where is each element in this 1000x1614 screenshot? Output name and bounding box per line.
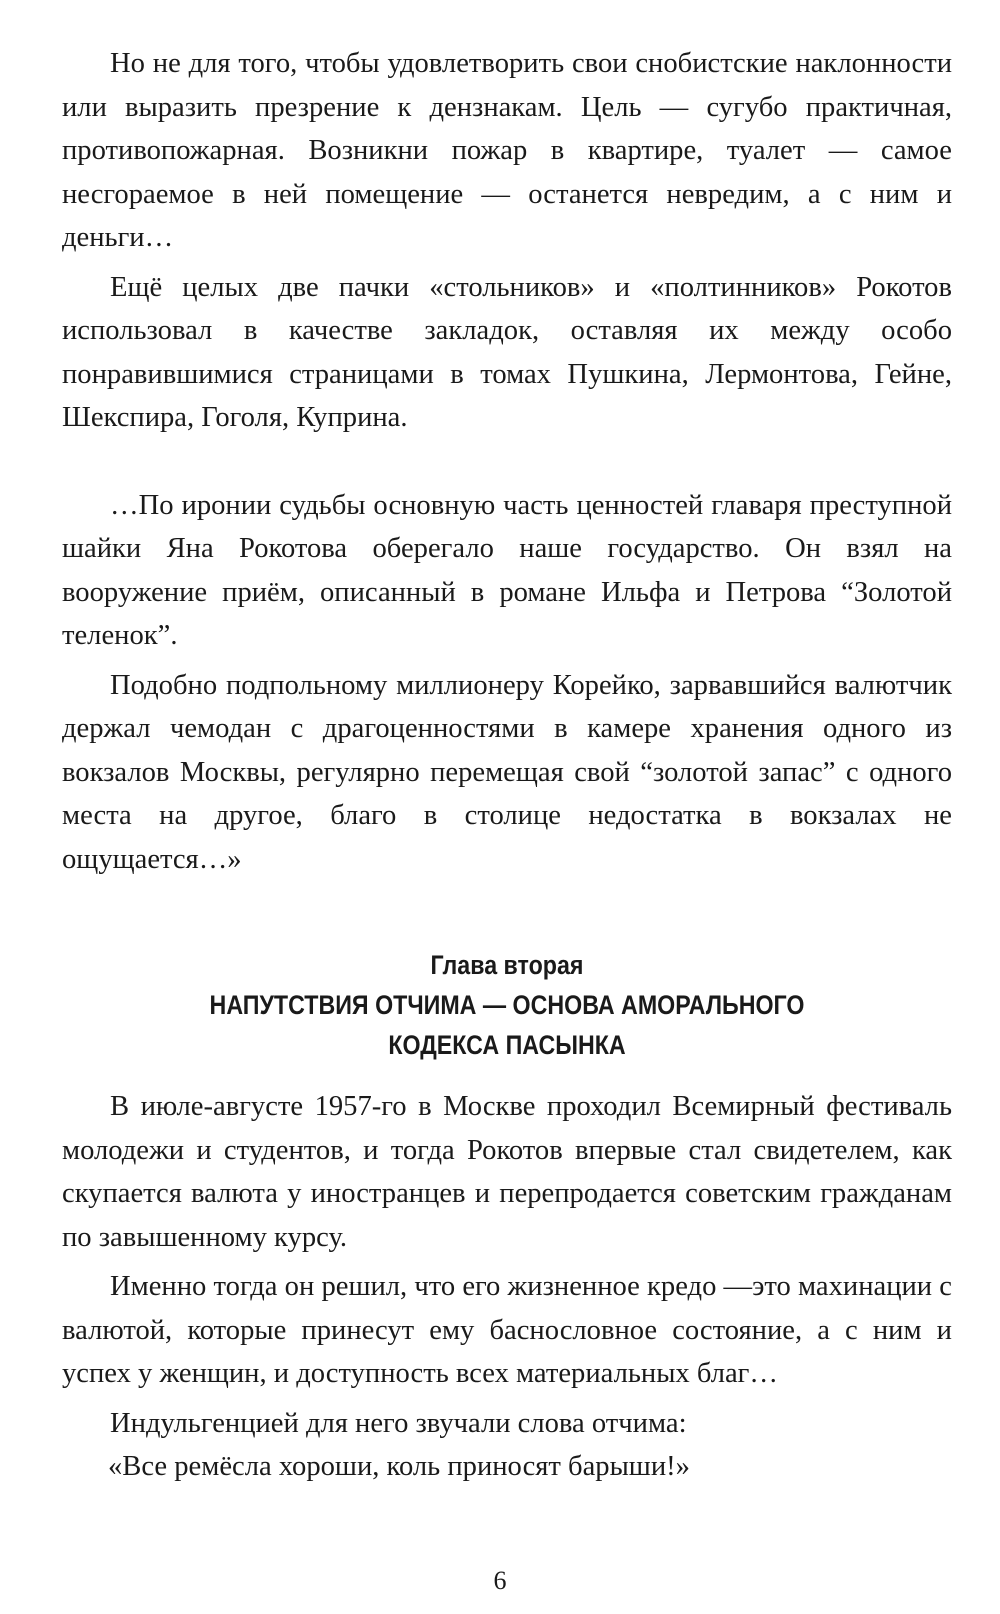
paragraph-fireproof-toilet: Но не для того, чтобы удовлетворить свои снобистские наклонности или выразить презрение к дензнакам. Цель — сугубо практичная, противопожарная. Возникни пожар в квартире, туалет — самое несгораемое в ней помещение — останется невредим, а с ним и деньги… [62, 48, 952, 253]
paragraph-festival: В июле-августе 1957-го в Москве проходил Всемирный фестиваль молодежи и студентов, и тогда Рокотов впервые стал свидетелем, как скупается валюта у иностранцев и перепродается советским гражданам по завышенному курсу. [62, 1091, 952, 1253]
chapter-title-line-2: КОДЕКСА ПАСЫНКА [388, 1030, 626, 1060]
paragraph-irony-of-fate: …По иронии судьбы основную часть ценностей главаря преступной шайки Яна Рокотова оберегало наше государство. Он взял на вооружение приём, описанный в романе Ильфа и Петрова “Золотой теленок”. [62, 489, 952, 651]
chapter-label: Глава вторая [430, 950, 584, 980]
chapter-title-line-1: НАПУТСТВИЯ ОТЧИМА — ОСНОВА АМОРАЛЬНОГО [209, 990, 805, 1020]
chapter-heading [62, 945, 952, 1065]
paragraph-credo: Именно тогда он решил, что его жизненное кредо —это махинации с валютой, которые принесут ему баснословное состояние, а с ним и успех у женщин, и доступность всех материальных благ… [62, 1271, 952, 1389]
book-page [62, 42, 952, 1602]
paragraph-indulgence: Индульгенцией для него звучали слова отчима: [110, 1407, 687, 1439]
page-number: 6 [493, 1566, 507, 1595]
paragraph-quote: «Все ремёсла хороши, коль приносят барыши!» [108, 1451, 690, 1482]
paragraph-koreiko: Подобно подпольному миллионеру Корейко, зарвавшийся валютчик держал чемодан с драгоценностями в камере хранения одного из вокзалов Москвы, регулярно перемещая свой “золотой запас” с одного места на другое, благо в столице недостатка в вокзалах не ощущается…» [62, 669, 952, 875]
paragraph-bookmarks: Ещё целых две пачки «стольников» и «полтинников» Рокотов использовал в качестве закладок, оставляя их между особо понравившимися страницами в томах Пушкина, Лермонтова, Гейне, Шекспира, Гоголя, Куприна. [62, 271, 952, 433]
